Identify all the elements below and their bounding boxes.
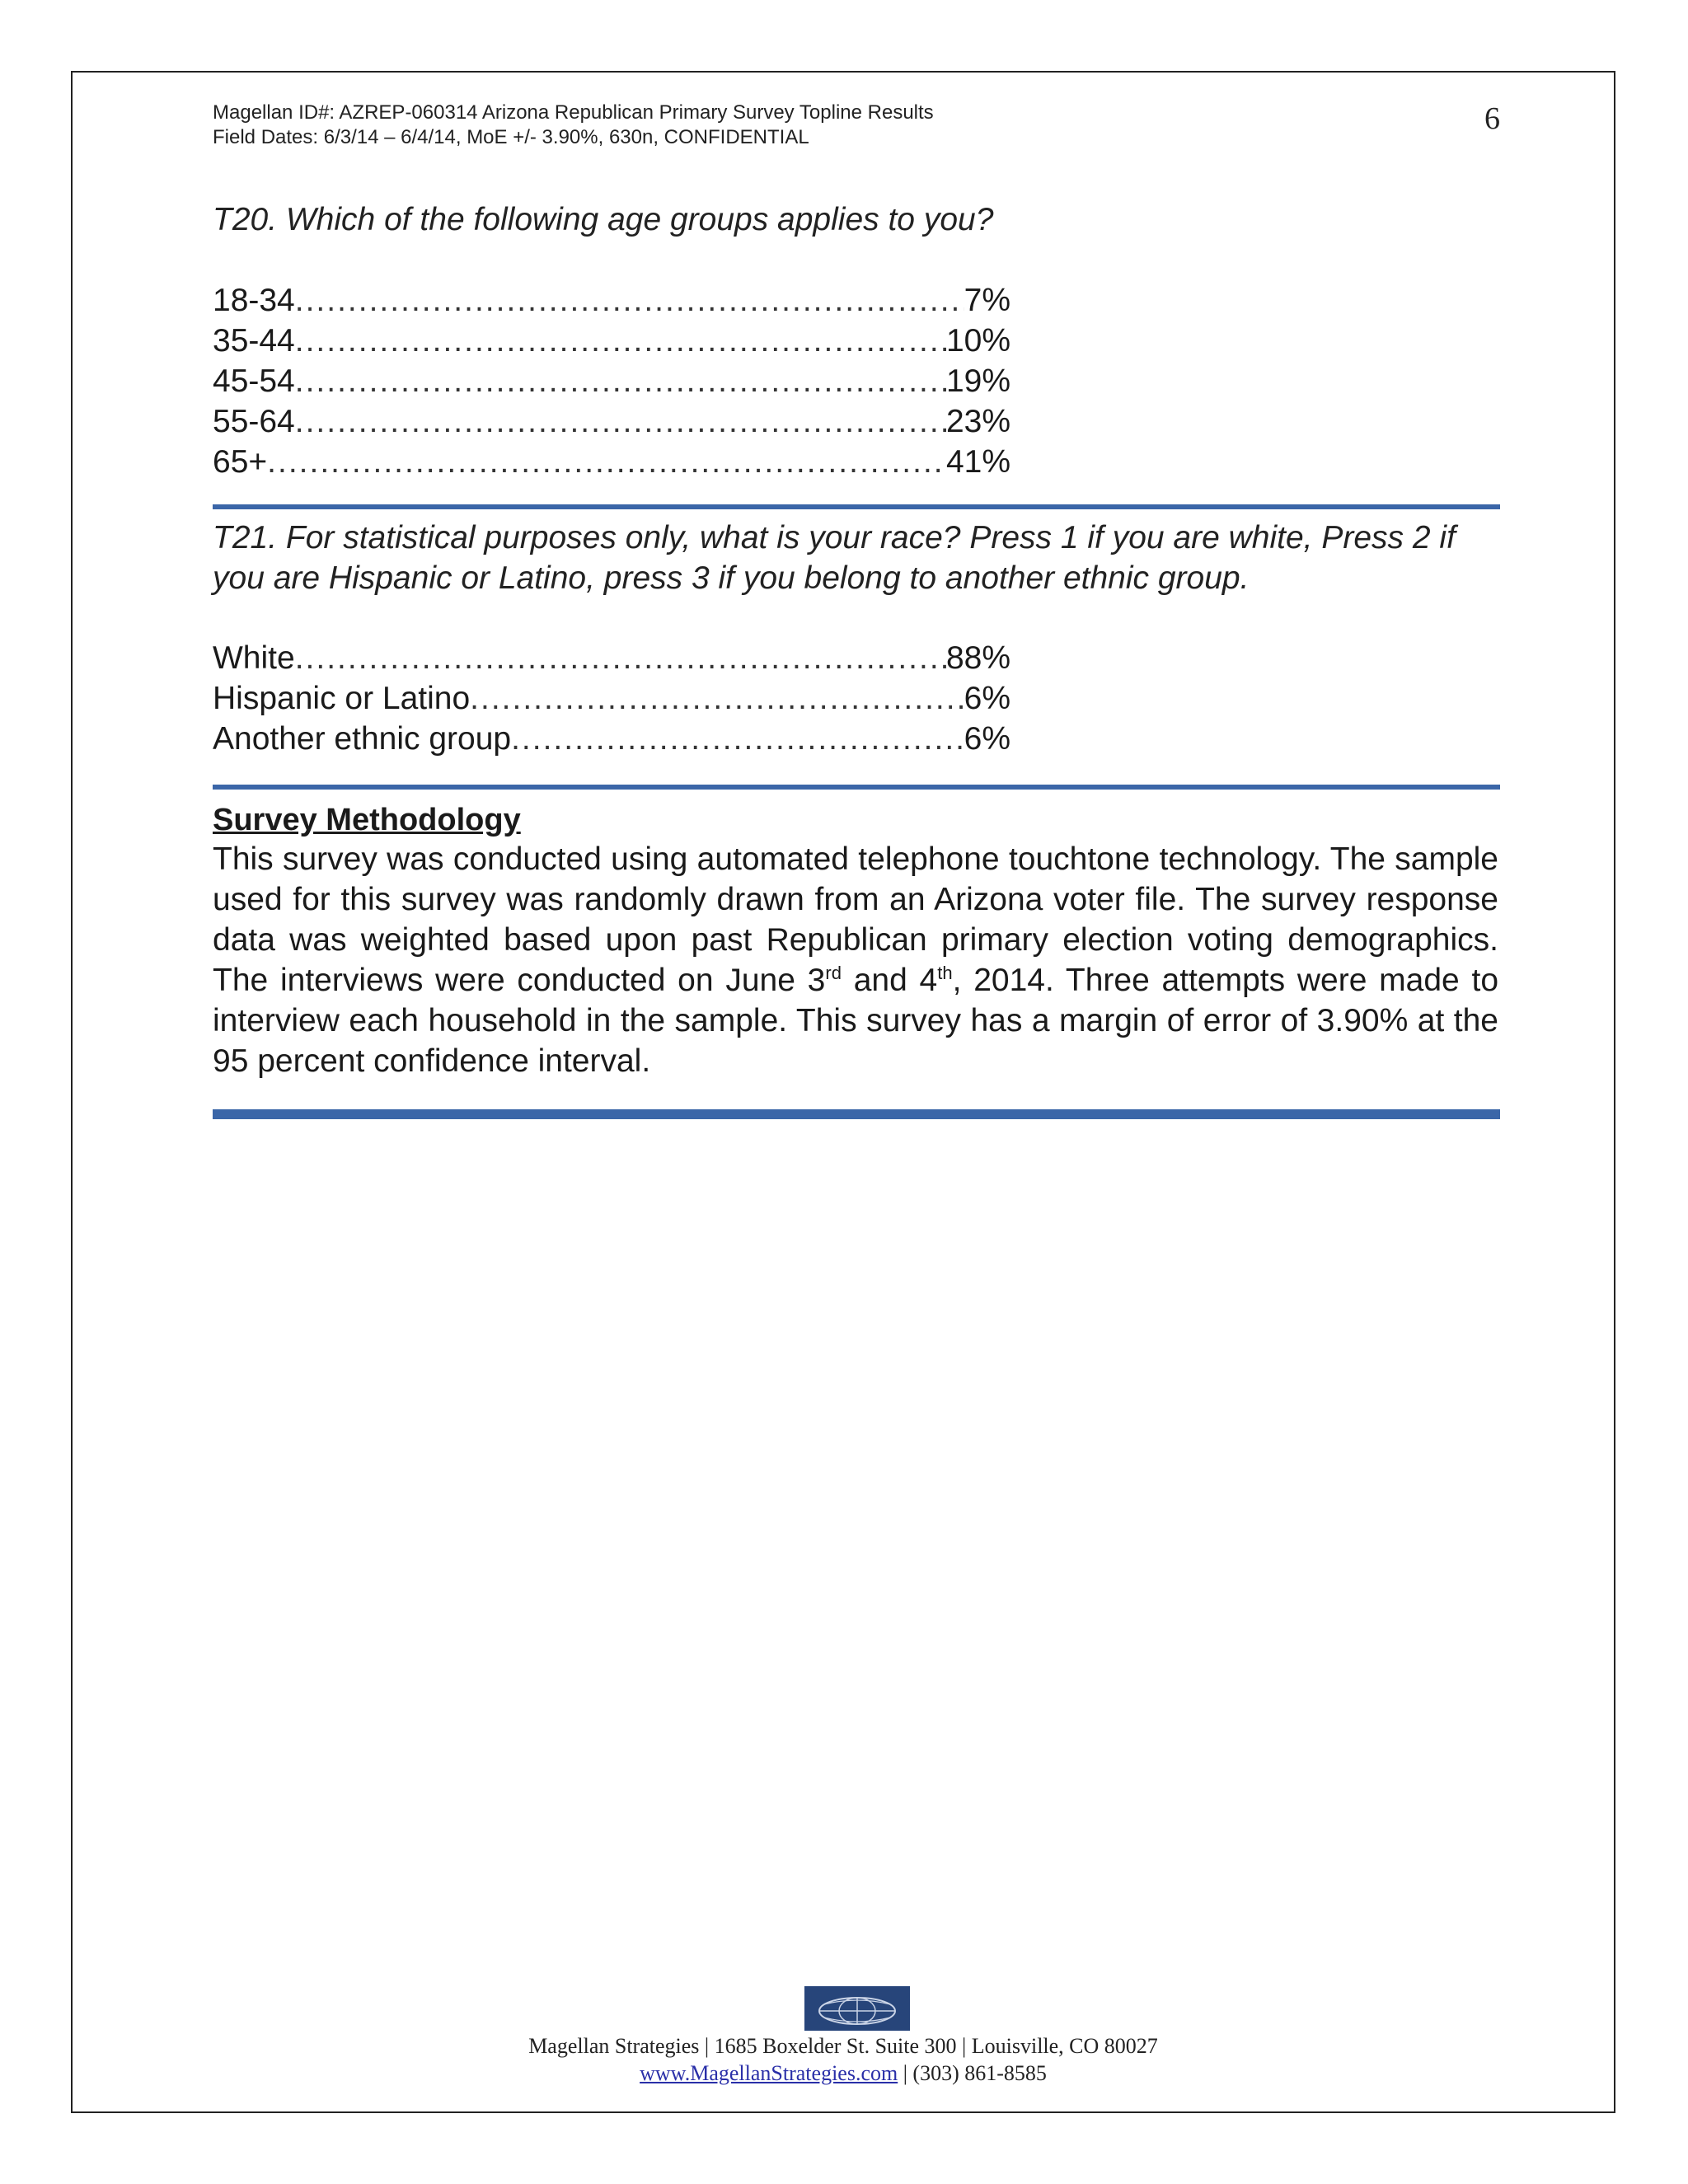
- dot-leader: [295, 638, 946, 678]
- methodology-title: Survey Methodology: [213, 803, 521, 837]
- methodology-text-part-2: and 4: [841, 963, 938, 998]
- dot-leader: [295, 280, 964, 321]
- answer-row: [213, 442, 1010, 482]
- question-t21-line-2: you are Hispanic or Latino, press 3 if you belong to another ethnic group.: [213, 560, 1250, 596]
- answer-value: 41%: [945, 444, 1010, 480]
- answer-label: Another ethnic group: [213, 721, 512, 757]
- answer-label: 65+: [213, 444, 268, 480]
- dot-leader: [295, 361, 946, 401]
- ordinal-suffix-rd: rd: [825, 963, 842, 983]
- website-link[interactable]: www.MagellanStrategies.com: [640, 2061, 898, 2085]
- answer-label: White: [213, 640, 295, 676]
- dot-leader: [470, 678, 964, 719]
- answer-label: 18-34: [213, 283, 295, 318]
- document-header: [213, 101, 1498, 150]
- answer-label: 35-44: [213, 323, 295, 359]
- answers-t20: [213, 280, 1010, 482]
- answer-row: [213, 321, 1010, 361]
- answer-value: 6%: [964, 721, 1010, 757]
- answer-label: 45-54: [213, 363, 295, 399]
- section-divider: [213, 785, 1500, 790]
- footer-contact: [71, 2060, 1615, 2087]
- answers-t21: [213, 638, 1010, 759]
- answer-value: 23%: [945, 404, 1010, 439]
- answer-value: 19%: [945, 363, 1010, 399]
- answer-row: [213, 678, 1010, 719]
- ordinal-suffix-th: th: [937, 963, 953, 983]
- answer-row: [213, 401, 1010, 442]
- answer-label: Hispanic or Latino: [213, 681, 471, 716]
- answer-value: 10%: [945, 323, 1010, 359]
- section-divider: [213, 504, 1500, 509]
- footer-address: Magellan Strategies | 1685 Boxelder St. Suite 300 | Louisville, CO 80027: [528, 2034, 1158, 2058]
- header-line-1: Magellan ID#: AZREP-060314 Arizona Republican Primary Survey Topline Results: [213, 101, 934, 124]
- page-number: 6: [1484, 101, 1500, 136]
- answer-value: 6%: [964, 681, 1010, 716]
- methodology-section: [213, 801, 1498, 1081]
- methodology-text-part-1: This survey was conducted using automated telephone touchtone technology. The sample used for this survey was randomly drawn from an Arizona voter file. The survey response data was weighted based upon past Republican primary election voting demographics. The interviews were conducted on June 3: [213, 841, 1498, 998]
- dot-leader: [295, 321, 946, 361]
- answer-label: 55-64: [213, 404, 295, 439]
- answer-value: 7%: [964, 283, 1010, 318]
- answer-row: [213, 638, 1010, 678]
- question-t20: [213, 199, 1498, 240]
- answer-row: [213, 361, 1010, 401]
- header-line-2: Field Dates: 6/3/14 – 6/4/14, MoE +/- 3.90%, 630n, CONFIDENTIAL: [213, 126, 809, 148]
- dot-leader: [511, 719, 964, 759]
- magellan-globe-logo-icon: [804, 1986, 910, 2031]
- section-divider-bottom: [213, 1109, 1500, 1119]
- answer-row: [213, 719, 1010, 759]
- question-t20-text: T20. Which of the following age groups applies to you?: [213, 202, 994, 237]
- footer: [71, 2032, 1615, 2087]
- question-t21: [213, 518, 1498, 598]
- answer-value: 88%: [945, 640, 1010, 676]
- answer-row: [213, 280, 1010, 321]
- question-t21-line-1: T21. For statistical purposes only, what is your race? Press 1 if you are white, Press 2 if: [213, 520, 1456, 555]
- dot-leader: [295, 401, 946, 442]
- methodology-text: [213, 839, 1498, 1081]
- dot-leader: [267, 442, 946, 482]
- methodology-text-part-3: , 2014. Three attempts were made to interview each household in the sample. This survey has a margin of error of 3.90% at the 95 percent confidence interval.: [213, 963, 1499, 1079]
- footer-phone: | (303) 861-8585: [898, 2061, 1047, 2085]
